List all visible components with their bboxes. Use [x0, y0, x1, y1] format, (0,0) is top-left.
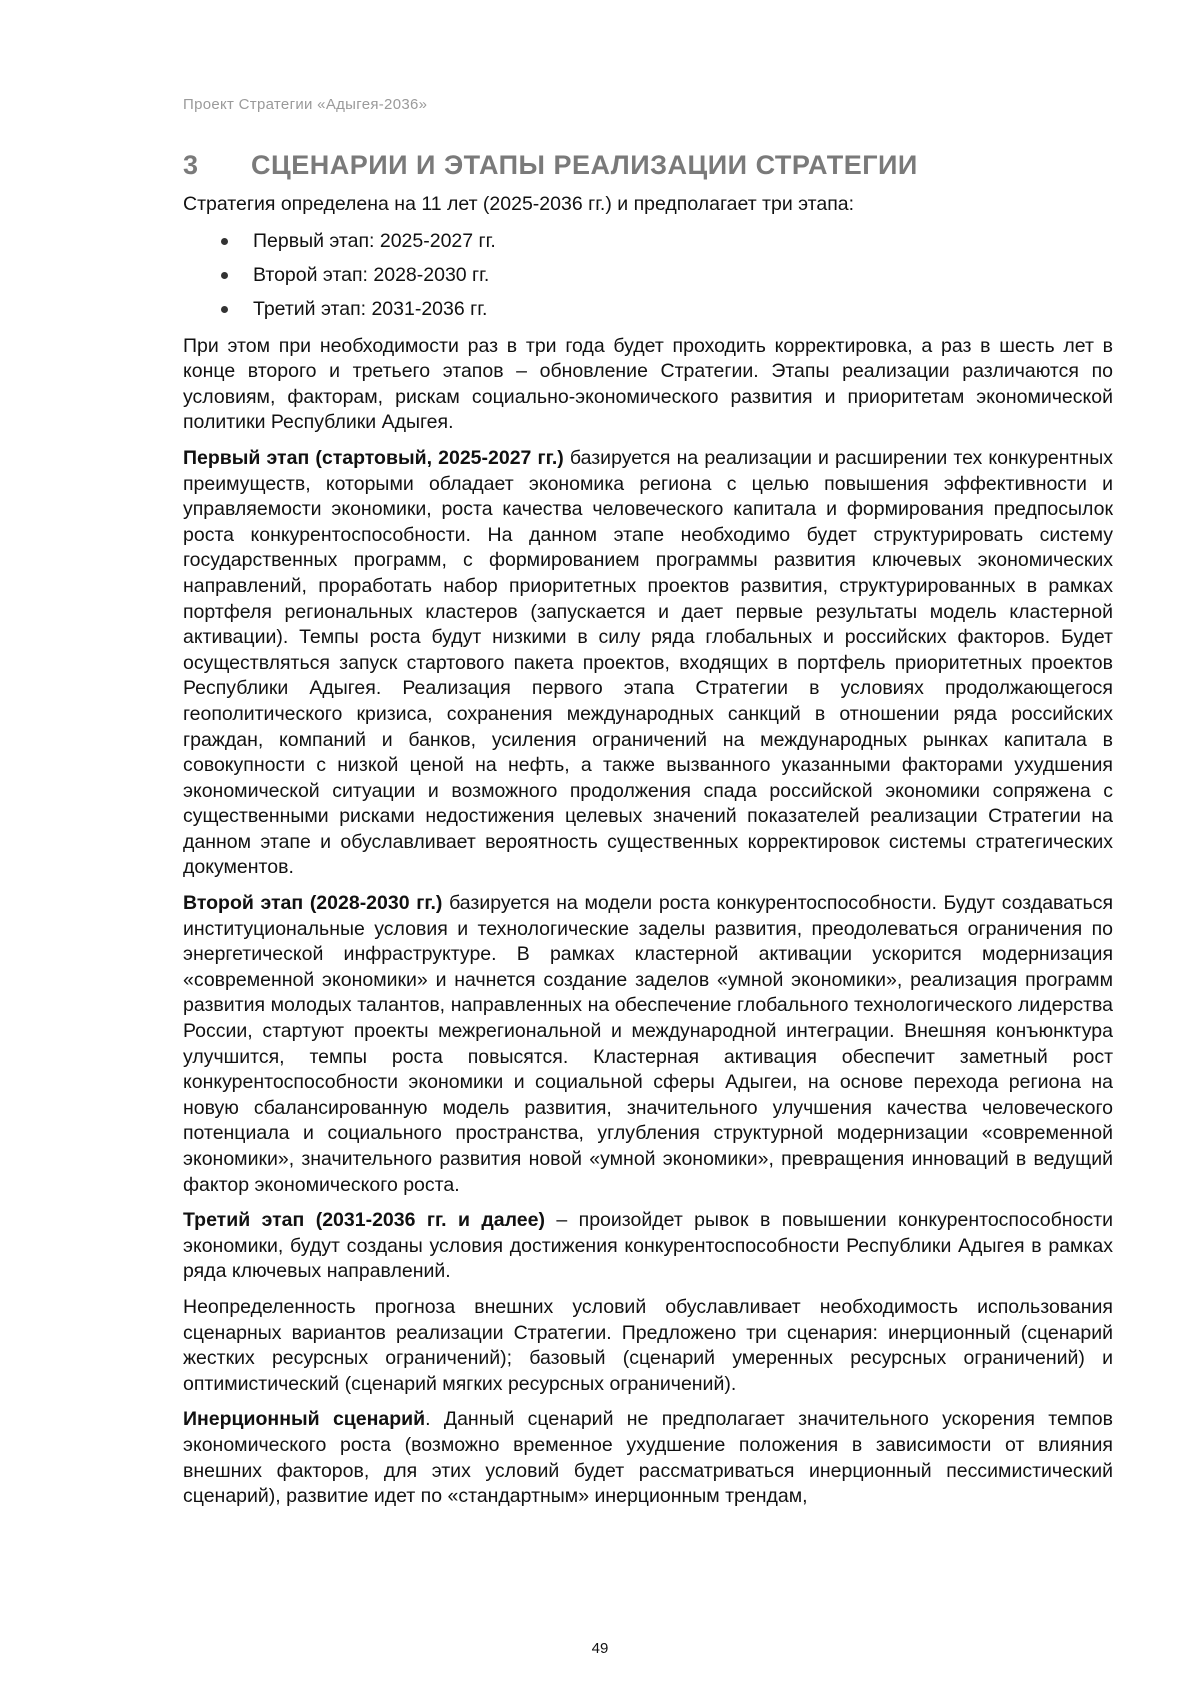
list-item [183, 292, 1113, 326]
list-item [183, 258, 1113, 292]
paragraph-third-stage [183, 1208, 1113, 1285]
bullet-icon [221, 272, 228, 279]
paragraph-first-stage [183, 446, 1113, 881]
stage-text: Третий этап: 2031-2036 гг. [253, 297, 488, 320]
paragraph-revision: При этом при необходимости раз в три года будет проходить корректировка, а раз в шесть лет в конце второго и третьего этапов – обновление Стратегии. Этапы реализации различаются по условиям, факторам, рискам социально-экономического развития и приоритетам экономической политики Республики Адыгея. [183, 334, 1113, 434]
section-number: 3 [183, 150, 199, 180]
stage-text: Второй этап: 2028-2030 гг. [253, 263, 490, 286]
stage-text: Первый этап: 2025-2027 гг. [253, 229, 496, 252]
paragraph-lead: Второй этап (2028-2030 гг.) [183, 892, 443, 915]
paragraph-lead: Третий этап (2031-2036 гг. и далее) [183, 1209, 545, 1232]
page-number: 49 [591, 1640, 609, 1657]
bullet-icon [221, 306, 228, 313]
paragraph-text: – произойдет рывок в повышении конкурентоспособности экономики, будут созданы условия достижения конкурентоспособности Республики Адыгея в рамках ряда ключевых направлений. [183, 1209, 1113, 1283]
paragraph-lead: Инерционный сценарий [183, 1408, 426, 1431]
section-heading [183, 150, 1033, 181]
paragraph-text: базируется на модели роста конкурентоспособности. Будут создаваться институциональные условия и технологические заделы развития, преодолеваться ограничения по энергетической инфраструктуре. В рамках кластерной активации ускорится модернизация «современной экономики» и начнется создание заделов «умной экономики», реализация программ развития молодых талантов, направленных на обеспечение глобального технологического лидерства России, стартуют проекты межрегиональной и международной интеграции. Внешняя конъюнктура улучшится, темпы роста повысятся. Кластерная активация обеспечит заметный рост конкурентоспособности экономики и социальной сферы Адыгеи, на основе перехода региона на новую сбалансированную модель развития, значительного улучшения качества человеческого потенциала и социального пространства, углубления структурной модернизации «современной экономики», значительного развития новой «умной экономики», превращения инноваций в ведущий фактор экономического роста. [183, 892, 1113, 1196]
paragraph-lead: Первый этап (стартовый, 2025-2027 гг.) [183, 446, 564, 469]
paragraph-second-stage [183, 891, 1113, 1198]
intro-paragraph: Стратегия определена на 11 лет (2025-2036 гг.) и предполагает три этапа: [183, 193, 855, 215]
paragraph-inertial-scenario [183, 1407, 1113, 1509]
paragraph-text: базируется на реализации и расширении тех конкурентных преимуществ, которыми обладает экономика региона с целью повышения эффективности и управляемости экономики, роста качества человеческого капитала и формирования предпосылок роста конкурентоспособности. На данном этапе необходимо будет структурировать систему государственных программ, с формированием программы развития ключевых экономических направлений, проработать набор приоритетных проектов развития, структурированных в рамках портфеля региональных кластеров (запускается и дает первые результаты модель кластерной активации). Темпы роста будут низкими в силу ряда глобальных и российских факторов. Будет осуществляться запуск стартового пакета проектов, входящих в портфель приоритетных проектов Республики Адыгея. Реализация первого этапа Стратегии в условиях продолжающегося геополитического кризиса, сохранения международных санкций в отношении ряда российских граждан, компаний и банков, усиления ограничений на международных рынках капитала в совокупности с низкой ценой на нефть, а также вызванного указанными факторами ухудшения экономической ситуации и возможного продолжения спада российской экономики сопряжена с существенными рисками недостижения целевых значений показателей реализации Стратегии на данном этапе и обуславливает вероятность существенных корректировок системы стратегических документов. [183, 446, 1114, 879]
paragraph-scenarios: Неопределенность прогноза внешних условий обуславливает необходимость использования сценарных вариантов реализации Стратегии. Предложено три сценария: инерционный (сценарий жестких ресурсных ограничений); базовый (сценарий умеренных ресурсных ограничений) и оптимистический (сценарий мягких ресурсных ограничений). [183, 1295, 1113, 1395]
list-item [183, 224, 1113, 258]
document-body [183, 192, 1113, 1520]
stages-list [183, 224, 1113, 326]
running-header: Проект Стратегии «Адыгея-2036» [183, 96, 428, 113]
section-title: СЦЕНАРИИ И ЭТАПЫ РЕАЛИЗАЦИИ СТРАТЕГИИ [251, 150, 918, 180]
paragraph-text: . Данный сценарий не предполагает значительного ускорения темпов экономического роста (возможно временное ухудшение положения в зависимости от влияния внешних факторов, для этих условий будет рассматриваться инерционный пессимистический сценарий), развитие идет по «стандартным» инерционным трендам, [183, 1408, 1113, 1508]
bullet-icon [221, 238, 228, 245]
